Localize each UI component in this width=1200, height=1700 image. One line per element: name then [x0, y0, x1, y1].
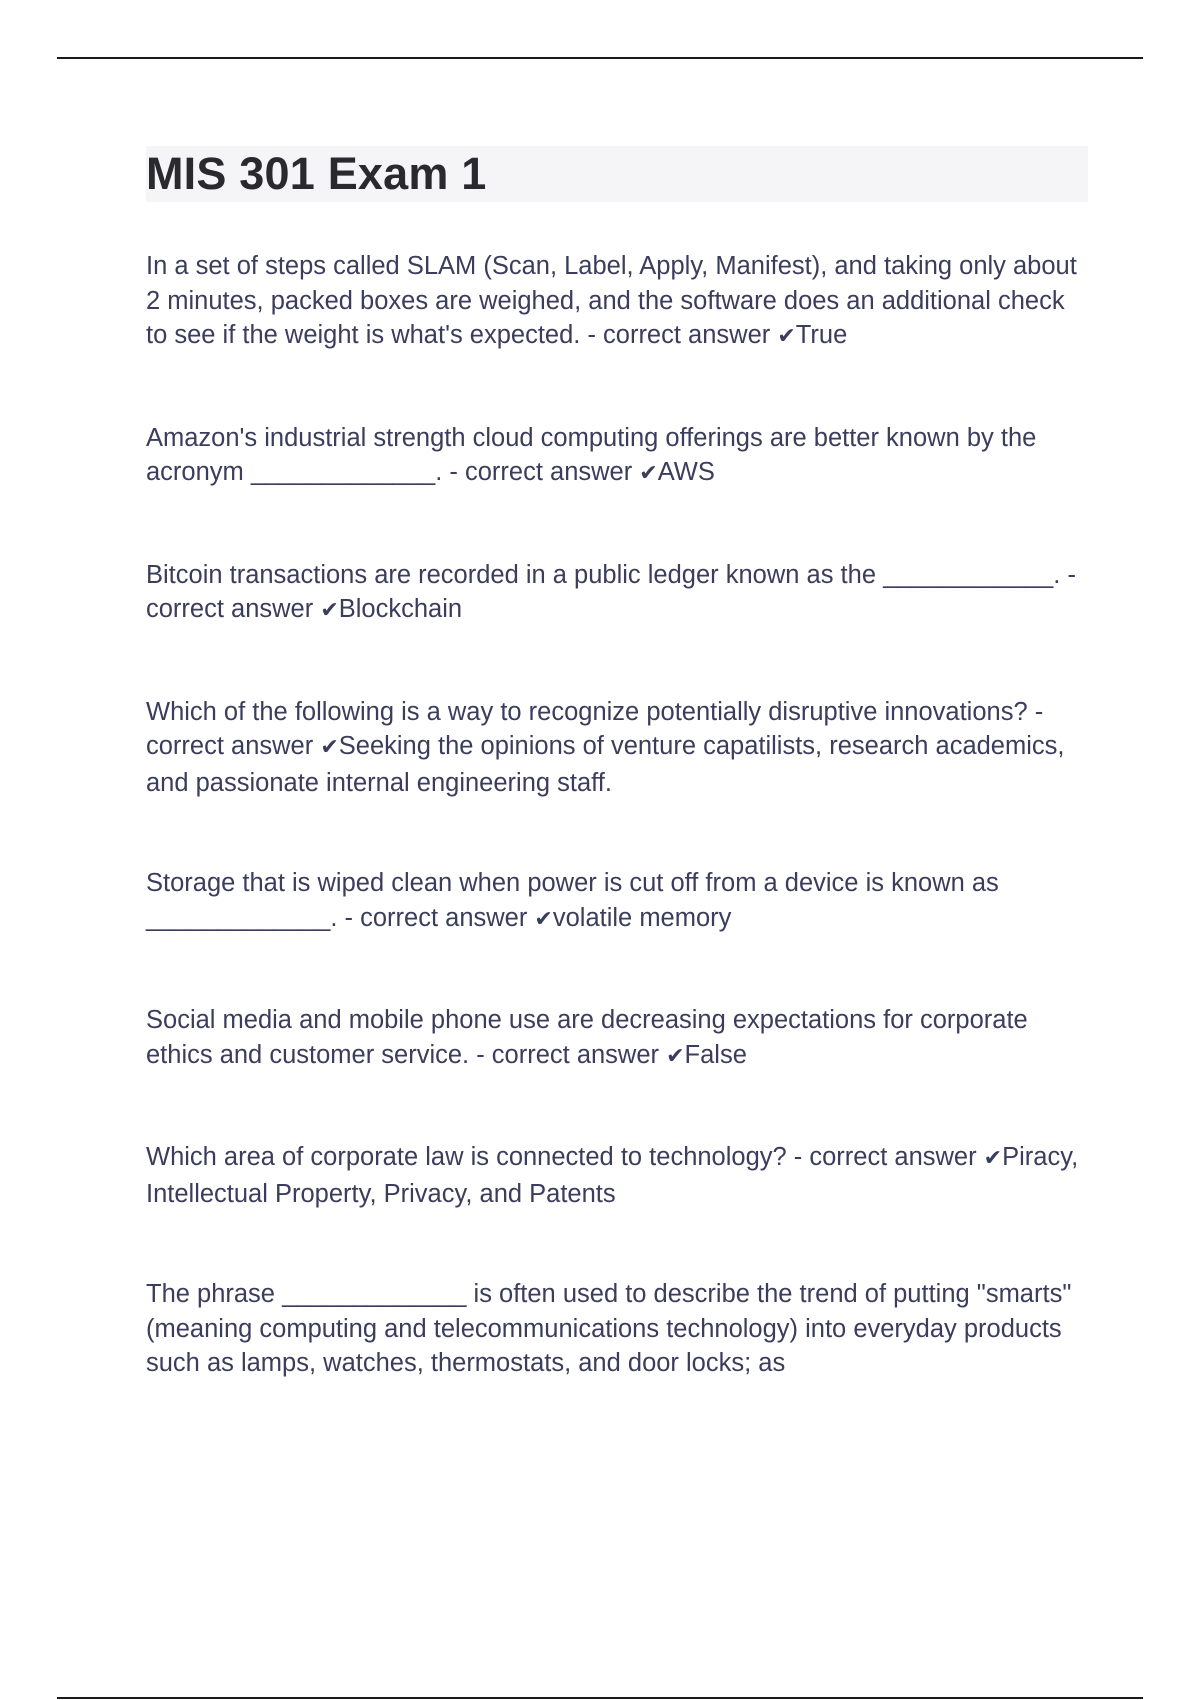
question-text: Social media and mobile phone use are decreasing expectations for corporate ethics and customer service.: [146, 1006, 1028, 1069]
check-mark-icon: ✔: [666, 1043, 685, 1069]
title-banner: [146, 146, 1088, 202]
question-item: [146, 249, 1088, 355]
document-title: MIS 301 Exam 1: [146, 148, 487, 199]
question-item: [146, 421, 1088, 492]
bottom-rule: [57, 1697, 1143, 1699]
answer-text: Piracy, Intellectual Property, Privacy, and Patents: [146, 1143, 1079, 1208]
document-page: [146, 146, 1088, 1381]
question-list: [146, 249, 1088, 1381]
question-text: The phrase _____________ is often used to describe the trend of putting "smarts" (meaning computing and telecommunications technology) into everyday products such as lamps, watches, thermostats, and door locks; as: [146, 1280, 1072, 1377]
question-item: [146, 866, 1088, 937]
answer-text: Seeking the opinions of venture capatilists, research academics, and passionate internal engineering staff.: [146, 732, 1065, 797]
question-text: Which of the following is a way to recognize potentially disruptive innovations?: [146, 697, 1028, 726]
top-rule: [57, 57, 1143, 59]
answer-separator: - correct answer: [337, 903, 535, 932]
answer-separator: - correct answer: [146, 697, 1044, 760]
check-mark-icon: ✔: [983, 1146, 1003, 1171]
answer-separator: - correct answer: [469, 1040, 667, 1069]
answer-separator: - correct answer: [786, 1143, 984, 1171]
check-mark-icon: ✔: [320, 735, 339, 760]
question-item: [146, 1277, 1088, 1381]
question-text: Which area of corporate law is connected to technology?: [146, 1143, 787, 1171]
answer-text: False: [684, 1040, 747, 1069]
question-item: [146, 695, 1088, 801]
answer-separator: - correct answer: [580, 321, 778, 349]
question-item: [146, 1003, 1088, 1074]
answer-separator: - correct answer: [146, 560, 1076, 623]
check-mark-icon: ✔: [639, 461, 658, 486]
answer-separator: - correct answer: [442, 458, 640, 486]
check-mark-icon: ✔: [320, 598, 339, 623]
answer-text: Blockchain: [338, 595, 463, 623]
question-text: Storage that is wiped clean when power is cut off from a device is known as _____________.: [146, 869, 999, 932]
check-mark-icon: ✔: [777, 324, 796, 349]
question-item: [146, 558, 1088, 629]
question-item: [146, 1140, 1088, 1211]
check-mark-icon: ✔: [534, 906, 553, 932]
answer-text: volatile memory: [552, 903, 732, 932]
question-text: Amazon's industrial strength cloud computing offerings are better known by the acronym _____________.: [146, 423, 1037, 486]
answer-text: AWS: [657, 458, 715, 486]
question-text: In a set of steps called SLAM (Scan, Label, Apply, Manifest), and taking only about 2 minutes, packed boxes are weighed, and the software does an additional check to see if the weight is what's expected.: [146, 252, 1077, 349]
question-text: Bitcoin transactions are recorded in a public ledger known as the ____________.: [146, 560, 1061, 589]
answer-text: True: [795, 321, 848, 349]
